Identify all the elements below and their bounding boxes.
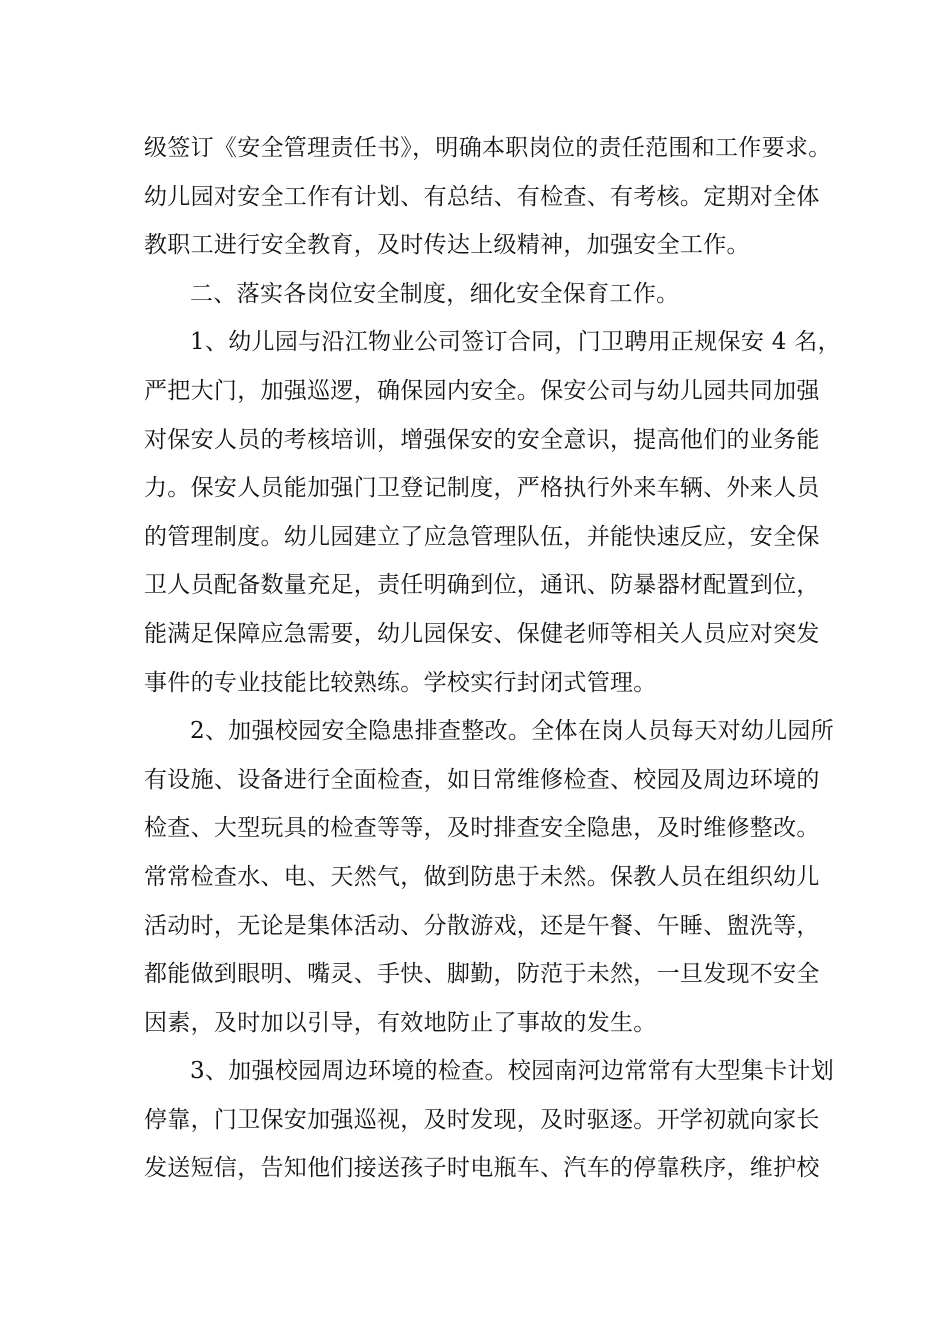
text-line: 严把大门，加强巡逻，确保园内安全。保安公司与幼儿园共同加强 [144, 377, 820, 404]
text-line: 停靠，门卫保安加强巡视，及时发现，及时驱逐。开学初就向家长 [144, 1106, 820, 1133]
text-line: 卫人员配备数量充足，责任明确到位，通讯、防暴器材配置到位， [144, 572, 820, 599]
text-line: 因素，及时加以引导，有效地防止了事故的发生。 [144, 1009, 657, 1036]
text-line: 的管理制度。幼儿园建立了应急管理队伍，并能快速反应，安全保 [144, 523, 820, 550]
text-line: 常常检查水、电、天然气，做到防患于未然。保教人员在组织幼儿 [144, 863, 820, 890]
text-line: 检查、大型玩具的检查等等，及时排查安全隐患，及时维修整改。 [144, 815, 820, 842]
text-line: 发送短信，告知他们接送孩子时电瓶车、汽车的停靠秩序，维护校 [144, 1155, 820, 1182]
text-line: 都能做到眼明、嘴灵、手快、脚勤，防范于未然，一旦发现不安全 [144, 961, 820, 988]
document-body [144, 124, 841, 1193]
text-line: 级签订《安全管理责任书》，明确本职岗位的责任范围和工作要求。 [144, 135, 832, 161]
text-line: 能满足保障应急需要，幼儿园保安、保健老师等相关人员应对突发 [144, 620, 820, 647]
text-line: 1、幼儿园与沿江物业公司签订合同，门卫聘用正规保安 4 名， [190, 329, 841, 356]
text-line: 有设施、设备进行全面检查，如日常维修检查、校园及周边环境的 [144, 766, 820, 793]
text-line: 活动时，无论是集体活动、分散游戏，还是午餐、午睡、盥洗等， [144, 912, 820, 939]
text-line: 教职工进行安全教育，及时传达上级精神，加强安全工作。 [144, 232, 750, 259]
text-line: 事件的专业技能比较熟练。学校实行封闭式管理。 [144, 669, 657, 696]
text-line: 对保安人员的考核培训，增强保安的安全意识，提高他们的业务能 [144, 426, 820, 453]
text-line: 力。保安人员能加强门卫登记制度，严格执行外来车辆、外来人员 [144, 475, 820, 502]
section-heading: 二、落实各岗位安全制度，细化安全保育工作。 [190, 280, 680, 307]
text-line: 幼儿园对安全工作有计划、有总结、有检查、有考核。定期对全体 [144, 183, 820, 210]
text-line: 2、加强校园安全隐患排查整改。全体在岗人员每天对幼儿园所 [190, 718, 835, 745]
text-line: 3、加强校园周边环境的检查。校园南河边常常有大型集卡计划 [190, 1058, 835, 1085]
